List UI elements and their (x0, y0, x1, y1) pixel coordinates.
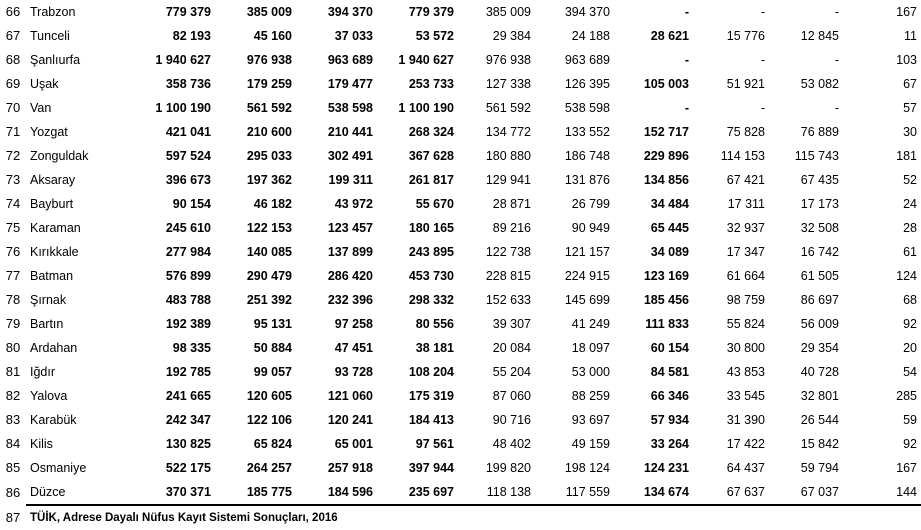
city-female-cell[interactable]: 145 699 (564, 293, 610, 307)
village-male-cell[interactable]: 75 828 (726, 125, 765, 139)
city-total-cell[interactable]: 453 730 (408, 269, 454, 283)
density-cell[interactable]: 61 (903, 245, 917, 259)
province-name-cell[interactable]: Trabzon (30, 5, 76, 19)
density-cell[interactable]: 59 (903, 413, 917, 427)
province-name-cell[interactable]: Osmaniye (30, 461, 87, 475)
province-name-cell[interactable]: Zonguldak (30, 149, 89, 163)
village-female-cell[interactable]: 67 037 (769, 480, 843, 505)
total-male-cell[interactable]: 99 057 (253, 365, 292, 379)
village-total-cell[interactable]: 66 346 (650, 389, 689, 403)
table-row (0, 480, 921, 505)
village-female-cell[interactable]: 26 544 (800, 413, 839, 427)
total-male-cell[interactable]: 179 259 (246, 77, 292, 91)
city-male-cell[interactable]: 55 204 (492, 365, 531, 379)
city-female-cell[interactable]: 131 876 (564, 173, 610, 187)
total-female-cell[interactable]: 97 258 (334, 317, 373, 331)
city-total-cell[interactable]: 1 100 190 (398, 101, 454, 115)
city-total-cell[interactable]: 184 413 (408, 413, 454, 427)
density-cell[interactable]: 54 (903, 365, 917, 379)
village-male-cell[interactable]: - (760, 5, 765, 19)
city-female-cell[interactable]: 49 159 (571, 437, 610, 451)
density-cell[interactable]: 28 (903, 221, 917, 235)
total-population-cell[interactable]: 192 785 (165, 365, 211, 379)
city-male-cell[interactable]: 89 216 (492, 221, 531, 235)
row-number[interactable]: 75 (5, 220, 21, 235)
table-row (0, 360, 921, 384)
table-row (0, 336, 921, 360)
province-name-cell[interactable]: Tunceli (30, 29, 70, 43)
total-population-cell[interactable]: 90 154 (172, 197, 211, 211)
city-male-cell[interactable]: 29 384 (492, 29, 531, 43)
density-cell[interactable]: 124 (896, 269, 917, 283)
row-number[interactable]: 79 (5, 316, 21, 331)
total-female-cell[interactable]: 184 596 (296, 480, 377, 505)
village-total-cell[interactable]: - (684, 5, 689, 19)
row-number[interactable]: 73 (5, 172, 21, 187)
province-name-cell[interactable]: Şanlıurfa (30, 53, 81, 67)
density-cell[interactable]: 20 (903, 341, 917, 355)
city-total-cell[interactable]: 261 817 (408, 173, 454, 187)
row-number[interactable]: 78 (5, 292, 21, 307)
village-female-cell[interactable]: 32 801 (800, 389, 839, 403)
city-female-cell[interactable]: 394 370 (564, 5, 610, 19)
city-male-cell[interactable]: 87 060 (492, 389, 531, 403)
village-total-cell[interactable]: 105 003 (643, 77, 689, 91)
table-row (0, 216, 921, 240)
province-name-cell[interactable]: Yalova (30, 389, 68, 403)
village-male-cell[interactable]: - (760, 101, 765, 115)
total-male-cell[interactable]: 140 085 (246, 245, 292, 259)
village-male-cell[interactable]: 61 664 (726, 269, 765, 283)
density-cell[interactable]: 92 (903, 437, 917, 451)
city-total-cell[interactable]: 108 204 (408, 365, 454, 379)
total-female-cell[interactable]: 47 451 (334, 341, 373, 355)
province-name-cell[interactable]: Kırıkkale (30, 245, 79, 259)
table-row (0, 432, 921, 456)
city-female-cell[interactable]: 53 000 (571, 365, 610, 379)
village-total-cell[interactable]: 134 674 (614, 480, 693, 505)
city-female-cell[interactable]: 186 748 (564, 149, 610, 163)
city-male-cell[interactable]: 90 716 (492, 413, 531, 427)
total-male-cell[interactable]: 976 938 (246, 53, 292, 67)
row-number[interactable]: 69 (5, 76, 21, 91)
village-female-cell[interactable]: 12 845 (800, 29, 839, 43)
density-cell[interactable]: 67 (903, 77, 917, 91)
row-number[interactable]: 85 (5, 460, 21, 475)
table-row (0, 96, 921, 120)
total-male-cell[interactable]: 46 182 (253, 197, 292, 211)
city-total-cell[interactable]: 298 332 (408, 293, 454, 307)
village-total-cell[interactable]: 84 581 (650, 365, 689, 379)
city-total-cell[interactable]: 53 572 (415, 29, 454, 43)
village-female-cell[interactable]: 86 697 (800, 293, 839, 307)
province-name-cell[interactable]: Iğdır (30, 365, 56, 379)
total-population-cell[interactable]: 241 665 (165, 389, 211, 403)
province-name-cell[interactable]: Aksaray (30, 173, 76, 187)
city-female-cell[interactable]: 24 188 (571, 29, 610, 43)
province-name-cell[interactable]: Karabük (30, 413, 77, 427)
row-number[interactable]: 80 (5, 340, 21, 355)
village-female-cell[interactable]: - (834, 53, 839, 67)
density-cell[interactable]: 68 (903, 293, 917, 307)
total-female-cell[interactable]: 43 972 (334, 197, 373, 211)
village-total-cell[interactable]: 124 231 (643, 461, 689, 475)
village-female-cell[interactable]: 15 842 (800, 437, 839, 451)
village-male-cell[interactable]: 98 759 (726, 293, 765, 307)
density-cell[interactable]: 11 (904, 29, 917, 43)
total-male-cell[interactable]: 385 009 (246, 5, 292, 19)
total-population-cell[interactable]: 576 899 (165, 269, 211, 283)
row-number[interactable]: 66 (5, 4, 21, 19)
total-male-cell[interactable]: 50 884 (253, 341, 292, 355)
province-name-cell[interactable]: Batman (30, 269, 74, 283)
city-total-cell[interactable]: 55 670 (415, 197, 454, 211)
city-female-cell[interactable]: 41 249 (571, 317, 610, 331)
row-number[interactable]: 76 (5, 244, 21, 259)
village-male-cell[interactable]: 15 776 (726, 29, 765, 43)
table-row (0, 312, 921, 336)
province-name-cell[interactable]: Karaman (30, 221, 81, 235)
village-female-cell[interactable]: 115 743 (794, 149, 839, 163)
total-population-cell[interactable]: 779 379 (165, 5, 211, 19)
total-population-cell[interactable]: 130 825 (165, 437, 211, 451)
village-male-cell[interactable]: 17 311 (727, 197, 765, 211)
row-number[interactable]: 67 (5, 28, 21, 43)
village-total-cell[interactable]: 229 896 (643, 149, 689, 163)
density-cell[interactable]: 30 (903, 125, 917, 139)
table-row (0, 168, 921, 192)
table-row (0, 264, 921, 288)
province-name-cell[interactable]: Bartın (30, 317, 64, 331)
total-population-cell[interactable]: 277 984 (165, 245, 211, 259)
village-total-cell[interactable]: 185 456 (643, 293, 689, 307)
city-total-cell[interactable]: 367 628 (408, 149, 454, 163)
city-male-cell[interactable]: 118 138 (458, 480, 535, 505)
city-female-cell[interactable]: 133 552 (564, 125, 610, 139)
city-total-cell[interactable]: 1 940 627 (398, 53, 454, 67)
row-number[interactable]: 72 (5, 148, 21, 163)
city-total-cell[interactable]: 268 324 (408, 125, 454, 139)
village-male-cell[interactable]: 30 800 (726, 341, 765, 355)
city-male-cell[interactable]: 20 084 (492, 341, 531, 355)
city-male-cell[interactable]: 39 307 (492, 317, 531, 331)
table-row (0, 48, 921, 72)
total-population-cell[interactable]: 192 389 (165, 317, 211, 331)
city-female-cell[interactable]: 963 689 (564, 53, 610, 67)
city-male-cell[interactable]: 134 772 (485, 125, 531, 139)
village-female-cell[interactable]: - (834, 101, 839, 115)
city-total-cell[interactable]: 180 165 (408, 221, 454, 235)
city-female-cell[interactable]: 121 157 (564, 245, 610, 259)
village-female-cell[interactable]: 29 354 (800, 341, 839, 355)
city-male-cell[interactable]: 122 738 (485, 245, 531, 259)
city-total-cell[interactable]: 397 944 (408, 461, 454, 475)
density-cell[interactable]: 181 (896, 149, 917, 163)
total-population-cell[interactable]: 421 041 (165, 125, 211, 139)
total-male-cell[interactable]: 264 257 (246, 461, 292, 475)
row-number[interactable]: 81 (5, 364, 21, 379)
village-total-cell[interactable]: 34 484 (650, 197, 689, 211)
table-row (0, 192, 921, 216)
total-male-cell[interactable]: 197 362 (246, 173, 292, 187)
city-total-cell[interactable]: 243 895 (408, 245, 454, 259)
city-female-cell[interactable]: 88 259 (571, 389, 610, 403)
source-row (0, 505, 921, 530)
row-number[interactable]: 84 (5, 436, 21, 451)
total-population-cell[interactable]: 1 100 190 (155, 101, 211, 115)
village-total-cell[interactable]: 28 621 (650, 29, 689, 43)
village-male-cell[interactable]: 67 421 (726, 173, 765, 187)
table-row (0, 0, 921, 24)
total-female-cell[interactable]: 65 001 (334, 437, 373, 451)
row-number[interactable]: 86 (5, 484, 21, 500)
province-name-cell[interactable]: Kilis (30, 437, 53, 451)
city-female-cell[interactable]: 90 949 (571, 221, 610, 235)
city-female-cell[interactable]: 93 697 (571, 413, 610, 427)
village-male-cell[interactable]: 114 153 (720, 149, 765, 163)
density-cell[interactable]: 103 (896, 53, 917, 67)
village-male-cell[interactable]: 33 545 (726, 389, 765, 403)
city-male-cell[interactable]: 152 633 (485, 293, 531, 307)
village-total-cell[interactable]: 57 934 (650, 413, 689, 427)
city-total-cell[interactable]: 97 561 (415, 437, 454, 451)
total-female-cell[interactable]: 538 598 (327, 101, 373, 115)
village-male-cell[interactable]: - (760, 53, 765, 67)
total-population-cell[interactable]: 358 736 (165, 77, 211, 91)
total-female-cell[interactable]: 286 420 (327, 269, 373, 283)
total-male-cell[interactable]: 120 605 (246, 389, 292, 403)
total-population-cell[interactable]: 245 610 (165, 221, 211, 235)
table-row (0, 72, 921, 96)
city-female-cell[interactable]: 224 915 (564, 269, 610, 283)
city-male-cell[interactable]: 180 880 (485, 149, 531, 163)
city-female-cell[interactable]: 26 799 (571, 197, 610, 211)
table-row (0, 288, 921, 312)
village-female-cell[interactable]: 53 082 (800, 77, 839, 91)
total-female-cell[interactable]: 210 441 (327, 125, 373, 139)
total-female-cell[interactable]: 394 370 (327, 5, 373, 19)
city-total-cell[interactable]: 779 379 (408, 5, 454, 19)
village-total-cell[interactable]: 134 856 (643, 173, 689, 187)
total-male-cell[interactable]: 95 131 (253, 317, 292, 331)
table-row (0, 408, 921, 432)
total-population-cell[interactable]: 483 788 (165, 293, 211, 307)
village-female-cell[interactable]: 76 889 (800, 125, 839, 139)
total-population-cell[interactable]: 522 175 (165, 461, 211, 475)
density-cell[interactable]: 285 (896, 389, 917, 403)
city-female-cell[interactable]: 126 395 (564, 77, 610, 91)
density-cell[interactable]: 52 (903, 173, 917, 187)
village-female-cell[interactable]: 61 505 (800, 269, 839, 283)
total-female-cell[interactable]: 120 241 (327, 413, 373, 427)
city-total-cell[interactable]: 80 556 (415, 317, 454, 331)
city-male-cell[interactable]: 976 938 (485, 53, 531, 67)
village-total-cell[interactable]: 60 154 (650, 341, 689, 355)
total-male-cell[interactable]: 122 153 (246, 221, 292, 235)
table-row (0, 24, 921, 48)
table-row (0, 120, 921, 144)
province-name-cell[interactable]: Şırnak (30, 293, 67, 307)
village-male-cell[interactable]: 55 824 (726, 317, 765, 331)
village-female-cell[interactable]: 40 728 (800, 365, 839, 379)
village-total-cell[interactable]: - (684, 53, 689, 67)
total-population-cell[interactable]: 98 335 (172, 341, 211, 355)
village-total-cell[interactable]: 65 445 (650, 221, 689, 235)
village-female-cell[interactable]: 67 435 (800, 173, 839, 187)
table-row (0, 384, 921, 408)
total-male-cell[interactable]: 295 033 (246, 149, 292, 163)
density-cell[interactable]: 167 (896, 5, 917, 19)
total-female-cell[interactable]: 199 311 (328, 173, 373, 187)
village-male-cell[interactable]: 32 937 (726, 221, 765, 235)
village-total-cell[interactable]: 111 833 (645, 317, 689, 331)
city-male-cell[interactable]: 561 592 (485, 101, 531, 115)
province-name-cell[interactable]: Ardahan (30, 341, 78, 355)
city-female-cell[interactable]: 198 124 (564, 461, 610, 475)
row-number[interactable]: 87 (5, 509, 21, 525)
total-female-cell[interactable]: 257 918 (327, 461, 373, 475)
village-female-cell[interactable]: 56 009 (800, 317, 839, 331)
city-male-cell[interactable]: 129 941 (485, 173, 531, 187)
village-male-cell[interactable]: 67 637 (693, 480, 769, 505)
village-female-cell[interactable]: 17 173 (800, 197, 839, 211)
row-number[interactable]: 77 (5, 268, 21, 283)
city-male-cell[interactable]: 199 820 (485, 461, 531, 475)
row-number[interactable]: 82 (5, 388, 21, 403)
village-male-cell[interactable]: 43 853 (726, 365, 765, 379)
row-number[interactable]: 68 (5, 52, 21, 67)
source-note[interactable]: TÜİK, Adrese Dayalı Nüfus Kayıt Sistemi Sonuçları, 2016 (30, 512, 338, 524)
city-female-cell[interactable]: 18 097 (571, 341, 610, 355)
total-female-cell[interactable]: 123 457 (327, 221, 373, 235)
density-cell[interactable]: 144 (843, 480, 921, 505)
total-female-cell[interactable]: 232 396 (327, 293, 373, 307)
total-male-cell[interactable]: 122 106 (246, 413, 292, 427)
village-female-cell[interactable]: 32 508 (800, 221, 839, 235)
row-number[interactable]: 70 (5, 100, 21, 115)
province-name-cell[interactable]: Van (30, 101, 52, 115)
city-total-cell[interactable]: 235 697 (377, 480, 458, 505)
village-total-cell[interactable]: 123 169 (643, 269, 689, 283)
density-cell[interactable]: 24 (903, 197, 917, 211)
village-total-cell[interactable]: 34 089 (650, 245, 689, 259)
total-female-cell[interactable]: 302 491 (327, 149, 373, 163)
village-total-cell[interactable]: - (684, 101, 689, 115)
total-female-cell[interactable]: 37 033 (334, 29, 373, 43)
total-male-cell[interactable]: 45 160 (253, 29, 292, 43)
village-total-cell[interactable]: 33 264 (650, 437, 689, 451)
total-female-cell[interactable]: 963 689 (327, 53, 373, 67)
village-female-cell[interactable]: 16 742 (800, 245, 839, 259)
province-name-cell[interactable]: Uşak (30, 77, 59, 91)
city-total-cell[interactable]: 253 733 (408, 77, 454, 91)
total-male-cell[interactable]: 210 600 (246, 125, 292, 139)
total-population-cell[interactable]: 1 940 627 (155, 53, 211, 67)
total-male-cell[interactable]: 561 592 (246, 101, 292, 115)
total-population-cell[interactable]: 396 673 (165, 173, 211, 187)
village-male-cell[interactable]: 31 390 (726, 413, 765, 427)
city-male-cell[interactable]: 28 871 (492, 197, 531, 211)
city-male-cell[interactable]: 228 815 (485, 269, 531, 283)
village-total-cell[interactable]: 152 717 (643, 125, 689, 139)
total-male-cell[interactable]: 185 775 (215, 480, 296, 505)
total-population-cell[interactable]: 370 371 (130, 480, 215, 505)
total-male-cell[interactable]: 290 479 (246, 269, 292, 283)
density-cell[interactable]: 167 (896, 461, 917, 475)
row-number[interactable]: 74 (5, 196, 21, 211)
province-name-cell[interactable]: Düzce (26, 480, 130, 505)
density-cell[interactable]: 57 (903, 101, 917, 115)
province-name-cell[interactable]: Yozgat (30, 125, 68, 139)
total-female-cell[interactable]: 137 899 (327, 245, 373, 259)
village-male-cell[interactable]: 17 422 (726, 437, 765, 451)
city-female-cell[interactable]: 117 559 (535, 480, 614, 505)
row-number[interactable]: 71 (5, 124, 21, 139)
total-population-cell[interactable]: 82 193 (172, 29, 211, 43)
total-population-cell[interactable]: 597 524 (165, 149, 211, 163)
row-number[interactable]: 83 (5, 412, 21, 427)
total-female-cell[interactable]: 179 477 (327, 77, 373, 91)
city-male-cell[interactable]: 385 009 (485, 5, 531, 19)
village-male-cell[interactable]: 64 437 (726, 461, 765, 475)
village-male-cell[interactable]: 17 347 (726, 245, 765, 259)
city-total-cell[interactable]: 175 319 (408, 389, 454, 403)
city-male-cell[interactable]: 127 338 (485, 77, 531, 91)
total-male-cell[interactable]: 251 392 (246, 293, 292, 307)
village-female-cell[interactable]: 59 794 (800, 461, 839, 475)
city-female-cell[interactable]: 538 598 (564, 101, 610, 115)
city-male-cell[interactable]: 48 402 (492, 437, 531, 451)
total-female-cell[interactable]: 121 060 (327, 389, 373, 403)
total-population-cell[interactable]: 242 347 (165, 413, 211, 427)
density-cell[interactable]: 92 (903, 317, 917, 331)
total-male-cell[interactable]: 65 824 (253, 437, 292, 451)
village-female-cell[interactable]: - (834, 5, 839, 19)
total-female-cell[interactable]: 93 728 (334, 365, 373, 379)
table-row (0, 240, 921, 264)
table-row (0, 456, 921, 480)
city-total-cell[interactable]: 38 181 (415, 341, 454, 355)
village-male-cell[interactable]: 51 921 (726, 77, 765, 91)
table-row (0, 144, 921, 168)
province-name-cell[interactable]: Bayburt (30, 197, 74, 211)
